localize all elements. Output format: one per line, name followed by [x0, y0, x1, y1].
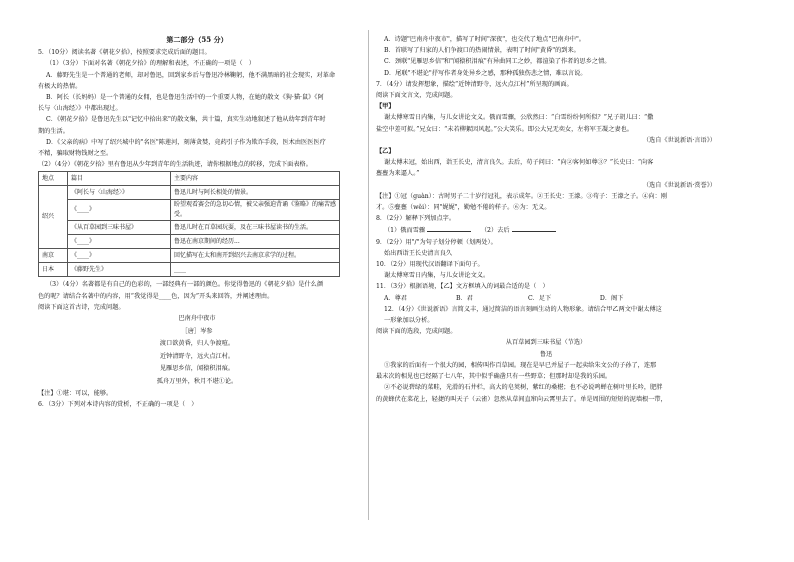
question-5-3-line1: （3）（4分）名著都是有自己的色彩的，一部经典有一部的颜色。你觉得鲁迅的《朝花夕拾》是什么颜: [46, 281, 324, 289]
table-row: [39, 249, 340, 263]
question-10: 10．（2分）用现代汉语翻译下面句子。: [376, 261, 484, 269]
poem-line: 渡口欲黄昏，归人争渡喧。: [159, 340, 235, 348]
selection-author: 鲁迅: [539, 350, 553, 358]
poem-line: 孤舟万里外，秋月不堪①论。: [156, 377, 238, 385]
option-a: A．诗题"巴南舟中夜市"，描写了时间"深夜"，也交代了地点"巴南舟中"。: [384, 36, 585, 43]
table-cell: 《藤野先生》: [68, 263, 171, 277]
poem-line: 近钟清野寺，远火点江村。: [159, 352, 235, 360]
table-cell-blank[interactable]: 《____》: [68, 249, 171, 263]
question-5-2: （2）（4分）《朝花夕拾》里有鲁迅从少年到青年的生活轨迹，请你根据地点的转移，完成下面表格。: [38, 161, 312, 169]
table-row: [39, 235, 340, 249]
table-header: 篇目: [68, 172, 171, 186]
right-column: [376, 34, 716, 405]
selection-p2-line2: 的黄蜂伏在菜花上，轻捷的叫天子（云雀）忽然从草间直窜向云霄里去了。单是周围的短短的泥墙根一带，: [376, 395, 667, 403]
question-10-sentence: 谢太傅寒雪日内集，与儿女讲论文义。: [384, 272, 490, 280]
table-cell: 鲁迅儿时在百草园玩耍，及在三味书屋读书的生活。: [171, 221, 340, 235]
table-header: 主要内容: [171, 172, 340, 186]
reading-intro: 阅读下面这首古诗，完成问题。: [38, 303, 125, 311]
option-a-line2: 有极大的热情。: [38, 82, 82, 90]
table-cell-blank[interactable]: ____: [171, 263, 340, 277]
passage-yi-line2: 亹亹为来逼人。”: [376, 170, 420, 178]
table-cell: 盼望观看赛会的急切心情，被父亲强迫背诵《鉴略》的痛苦感受。: [171, 200, 340, 221]
question-9: 9．（2分）用"/"为句子划分停顿（划两处）。: [376, 238, 497, 246]
passage-jia-line2: 盐空中差可拟。”兄女曰：“未若柳絮因风起。”公大笑乐。即公大兄无奕女，左将军王凝之妻也。: [376, 125, 633, 133]
option-b: B．首联写了归家的人们争渡口的热闹情景，表明了时间"黄昏"的到来。: [384, 47, 580, 55]
table-cell-place: 绍兴: [39, 186, 68, 249]
poem-author: ［唐］岑参: [181, 327, 213, 335]
option-c: C．足下: [527, 294, 552, 302]
option-c-line2: 期的生活。: [38, 127, 69, 135]
table-header-row: [39, 172, 340, 186]
question-12: 12．（4分）《世说新语》言简义丰，通过简洁的语言刻画生动的人物形象。请结合甲乙两文中谢太傅这: [384, 305, 662, 313]
table-cell-place: 日本: [39, 263, 68, 277]
question-6: 6．（3分）下列对本诗内容的赏析，不正确的一项是（ ）: [38, 401, 198, 409]
passage-yi-label: 【乙】: [376, 148, 395, 156]
question-8-1: （1）俄而雪骤: [384, 227, 426, 235]
table-row: [39, 221, 340, 235]
question-5-1: （1）（3分）下面对名著《朝花夕拾》的理解和表述，不正确的一项是（ ）: [46, 60, 255, 68]
reading-intro-3: 阅读下面的选段，完成问题。: [376, 328, 457, 336]
poem: [38, 313, 356, 388]
option-a-line1: A．藤野先生是一个普通的老师，却对鲁迅，回到家乡后与鲁迅冷林鞠躬，他不满黑暗的社会现实，对革命: [46, 71, 336, 79]
table-cell-place: 南京: [39, 249, 68, 263]
question-11: 11．（3分）根据语境，【乙】文方框填入的词最合适的是（ ）: [376, 283, 549, 291]
question-5-3-line2: 色的呢？请结合名著中的内容，用“我觉得是____色，因为”开头来回答，并阐述理由。: [38, 292, 274, 300]
selection-p1-line2: 最末次的相见也已经隔了七八年，其中似乎确凿只有一些野草；但那时却是我的乐园。: [376, 373, 612, 381]
question-8: 8．（2分）解释下列加点字。: [376, 215, 456, 223]
passage-jia-line1: 谢太傅寒雪日内集，与儿女讲论文义。俄而雪骤，公欣然曰：“白雪纷纷何所似？”兄子胡儿曰：“撒: [384, 114, 654, 122]
option-c: C．颈联"见雁思乡信"和"闻猿积泪痕"有异曲同工之妙，都渲染了作者的思乡之情。: [384, 58, 611, 66]
answer-blank[interactable]: [427, 224, 471, 232]
option-d: D．阁下: [599, 294, 624, 302]
question-7: 7．（4分）请发挥想象，描绘“近钟清野寺，远火点江村”所呈现的画面。: [376, 80, 573, 88]
table-cell-blank[interactable]: 《____》: [68, 200, 171, 221]
left-column: [38, 34, 356, 410]
question-11-options: [376, 293, 716, 304]
table-cell: 回忆描写在太和南开到绍兴去南京求学的过程。: [171, 249, 340, 263]
table-cell: 鲁迅在南京期间的经历...: [171, 235, 340, 249]
section-title: 第二部分（55 分）: [166, 35, 228, 44]
passage-yi-note1: 【注】①冠（guàn）：古时男子二十岁行冠礼，表示成年。②王长史：王濛。③苟子：王濛之子。④向：刚: [376, 192, 667, 200]
table-row: [39, 186, 340, 200]
option-a: A．尊君: [384, 294, 408, 302]
answer-blank[interactable]: [512, 224, 556, 232]
passage-jia-label: 【甲】: [376, 103, 395, 111]
table-row: [39, 263, 340, 277]
option-b-line1: B．阿长（长妈妈）是一个普通的女佣，也是鲁迅生活中的一个重要人物，在她的散文《狗·猫·鼠》《阿: [46, 94, 324, 102]
option-c-line1: C．《朝花夕拾》是鲁迅先生以"记忆中拾出来"的散文集，共十篇，真实生动地叙述了他从幼年到青年时: [46, 116, 326, 124]
table-cell: 《阿长与〈山海经〉》: [68, 186, 171, 200]
table-cell: 鲁迅儿时与阿长相处的情景。: [171, 186, 340, 200]
table-header: 地点: [39, 172, 68, 186]
reading-intro-2: 阅读下面文言文，完成问题。: [376, 92, 457, 100]
table-cell-blank[interactable]: 《____》: [68, 235, 171, 249]
passage-jia-source: （选自《世说新语·言语》）: [642, 136, 716, 144]
question-8-2: （2）去后: [480, 227, 510, 235]
question-5: 5．（10分）阅读名著《朝花夕拾》，按照要求完成后面的题目。: [38, 49, 211, 57]
option-b-line2: 长与〈山海经〉》中都出现过。: [38, 105, 122, 113]
selection-p1-line1: ①我家的后面有一个很大的园，相传叫作百草园。现在是早已并屋子一起卖给朱文公的子孙了，连那: [384, 361, 657, 369]
question-9-sentence: 始出西诣王长史清言良久: [384, 249, 453, 257]
passage-yi-line1: 谢太傅未冠，始出西，诣王长史，清言良久。去后，苟子问曰：“向②客何如尊③？”长史曰：“向客: [384, 159, 654, 167]
route-table: [38, 171, 340, 277]
option-d: D．尾联"不堪论"抒写作者身处异乡之感，那种孤独伤悲之情，难以言说。: [384, 69, 587, 77]
column-divider: [368, 30, 369, 520]
passage-yi-note2: 才。⑤亹亹（wěi）：同"娓娓"，勤勉不倦的样子。⑥为：无义。: [376, 204, 551, 212]
poem-line: 见雁思乡信，闻猿积泪痕。: [159, 365, 235, 373]
selection-title: 从百草园到三味书屋（节选）: [505, 339, 587, 347]
poem-note: 【注】①堪：可以，能够。: [38, 390, 113, 398]
question-8-items: [376, 224, 716, 236]
question-12-line2: 一形象加以分析。: [384, 317, 434, 325]
selection-p2-line1: ②不必说碧绿的菜畦，光滑的石井栏，高大的皂荚树，紫红的桑椹；也不必说鸣蝉在树叶里长吟，肥胖: [384, 384, 663, 392]
poem-title: 巴南舟中夜市: [178, 315, 216, 323]
option-d-line1: D．《父亲的病》中写了绍兴城中的"名医"陈莲河，刻薄贪婪，竟药引子作为欺诈手段，医术由医医医疗: [46, 138, 326, 146]
passage-yi-source: （选自《世说新语·赏誉》）: [642, 181, 716, 189]
table-row: [39, 200, 340, 221]
option-d-line2: 不精，骗取财物钱财之至。: [38, 150, 113, 158]
table-cell: 《从百草园到三味书屋》: [68, 221, 171, 235]
option-b: B．君: [455, 294, 473, 302]
